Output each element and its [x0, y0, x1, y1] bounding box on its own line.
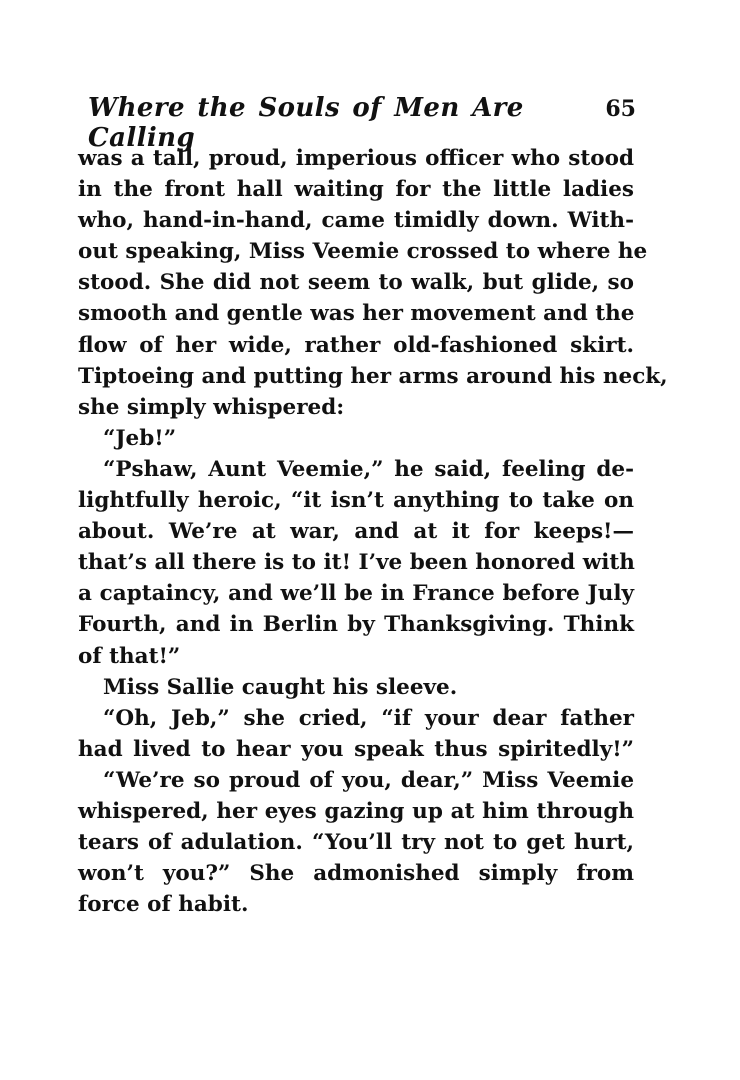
body-text	[78, 143, 668, 920]
text-line: tears of adulation. “You’ll try not to get hurt,	[78, 830, 634, 856]
text-line: about. We’re at war, and at it for keeps!—	[78, 519, 634, 545]
text-line: she simply whispered:	[78, 394, 345, 420]
text-line: force of habit.	[78, 892, 249, 918]
text-line: “We’re so proud of you, dear,” Miss Veemie	[103, 767, 634, 793]
text-line: “Pshaw, Aunt Veemie,” he said, feeling de-	[103, 456, 634, 482]
running-title: Where the Souls of Men Are Calling	[88, 93, 524, 153]
text-line: whispered, her eyes gazing up at him through	[78, 798, 634, 824]
page-number: 65	[605, 96, 636, 122]
text-line: “Jeb!”	[103, 425, 177, 451]
text-line: was a tall, proud, imperious officer who stood	[78, 146, 634, 171]
text-line: Tiptoeing and putting her arms around his neck,	[78, 363, 668, 389]
text-line: flow of her wide, rather old-fashioned skirt.	[78, 332, 634, 358]
text-line: had lived to hear you speak thus spiritedly!”	[78, 736, 634, 762]
text-line: who, hand-in-hand, came timidly down. With-	[78, 208, 634, 234]
text-line: smooth and gentle was her movement and the	[78, 301, 635, 327]
text-line: Miss Sallie caught his sleeve.	[103, 674, 458, 700]
running-head	[88, 93, 636, 153]
text-line: of that!”	[78, 643, 181, 669]
text-line: in the front hall waiting for the little ladies	[78, 177, 634, 203]
text-line: won’t you?” She admonished simply from	[78, 861, 634, 887]
text-line: “Oh, Jeb,” she cried, “if your dear father	[103, 705, 634, 731]
text-line: lightfully heroic, “it isn’t anything to take on	[78, 488, 634, 514]
text-line: a captaincy, and we’ll be in France before July	[78, 581, 634, 607]
text-line: stood. She did not seem to walk, but glide, so	[78, 270, 634, 296]
text-line: that’s all there is to it! I’ve been honored with	[78, 550, 635, 576]
text-line: Fourth, and in Berlin by Thanksgiving. Think	[78, 612, 634, 638]
text-line: out speaking, Miss Veemie crossed to where he	[78, 239, 648, 265]
